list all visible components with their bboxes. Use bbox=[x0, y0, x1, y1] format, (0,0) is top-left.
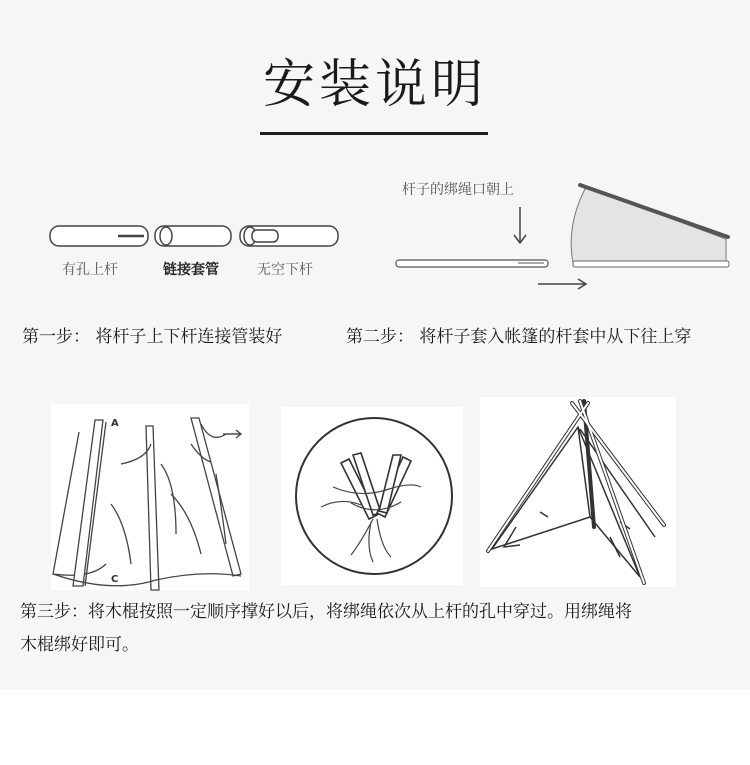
assembled-teepee bbox=[480, 397, 676, 587]
step1-caption: 第一步： 将杆子上下杆连接管装好 bbox=[22, 327, 283, 347]
tent-fabric-panel bbox=[571, 187, 726, 263]
sleeve-insertion-diagram bbox=[390, 185, 740, 300]
step3-caption-line2: 木棍绑好即可。 bbox=[20, 635, 139, 655]
bottom-whitespace bbox=[0, 690, 750, 765]
title-underline bbox=[260, 132, 488, 135]
right-arrow-icon bbox=[538, 279, 586, 289]
label-c: C bbox=[111, 574, 119, 585]
pole-sleeve bbox=[573, 261, 729, 267]
label-connector: 链接套管 bbox=[163, 262, 219, 278]
step3-caption bbox=[20, 596, 740, 662]
down-arrow-icon bbox=[514, 207, 526, 243]
page-title: 安装说明 bbox=[262, 55, 487, 115]
label-lower-pole: 无空下杆 bbox=[257, 262, 313, 278]
tent-flat-diagram bbox=[51, 404, 249, 590]
pole-parts-diagram bbox=[48, 218, 348, 258]
step2-caption: 第二步： 将杆子套入帐篷的杆套中从下往上穿 bbox=[346, 327, 692, 347]
step3-caption-line1: 第三步：将木棍按照一定顺序撑好以后，将绑绳依次从上杆的孔中穿过。用绑绳将 bbox=[20, 602, 632, 622]
rope-hole-note: 杆子的绑绳口朝上 bbox=[402, 182, 514, 198]
pole-tying-closeup bbox=[281, 407, 463, 585]
label-a: A bbox=[111, 418, 119, 429]
label-upper-pole: 有孔上杆 bbox=[62, 262, 118, 278]
